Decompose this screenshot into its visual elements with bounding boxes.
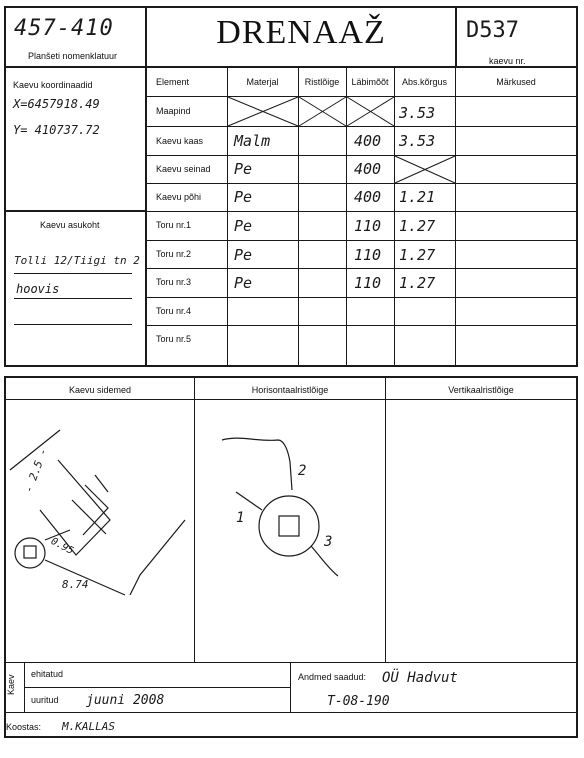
footer-vline-mid [290,662,291,713]
row-label: Toru nr.1 [156,220,192,230]
footer-side-label: Kaev [6,674,16,695]
footer-surveyed-value: juuni 2008 [86,693,165,708]
cell-material: Pe [234,274,253,292]
cell-material: Pe [234,246,253,264]
footer-source-value: OÜ Hadvut [382,670,458,686]
location-line1: Tolli 12/Tiigi tn 2 [14,254,140,267]
footer-built-label: ehitatud [31,669,64,679]
cell-material: Pe [234,188,253,206]
col-header-material: Materjal [246,77,279,87]
footer-hline-right [290,712,578,713]
row-label: Toru nr.3 [156,277,192,287]
cell-diameter: 400 [354,160,382,178]
cell-diameter: 110 [354,274,382,292]
coord-y: Y= 410737.72 [13,123,100,137]
location-line2: hoovis [16,282,60,296]
col-header-abs: Abs.kõrgus [401,77,448,87]
row-label: Toru nr.5 [156,334,192,344]
footer-source-ref: T-08-190 [327,694,390,709]
cell-abs: 3.53 [399,104,436,122]
sketch-pipe2-label: 2 [298,463,307,479]
well-number-value: D537 [466,18,519,43]
coord-x: X=6457918.49 [13,97,100,111]
row-label: Toru nr.2 [156,249,192,259]
cell-material: Malm [234,132,271,150]
footer-author-value: M.KALLAS [62,720,115,733]
page-title: DRENAAŽ [216,14,386,51]
cell-abs: 3.53 [399,132,436,150]
connections-sketch [0,380,584,660]
sketch-frame-top [4,376,578,378]
col-header-notes: Märkused [496,77,536,87]
sketch-bottom-line [4,662,578,663]
row-label: Kaevu kaas [156,136,204,146]
footer-surveyed-label: uuritud [31,695,59,705]
cell-diameter: 110 [354,217,382,235]
cell-material: Pe [234,160,253,178]
sketch-col3-label: Vertikaalristlõige [448,385,514,395]
row-label: Maapind [156,106,191,116]
cell-diameter: 110 [354,246,382,264]
cell-abs: 1.27 [399,274,436,292]
cell-abs: 1.21 [399,188,436,206]
sketch-col1-label: Kaevu sidemed [68,385,132,395]
nomenclature-label: Planšeti nomenklatuur [28,51,118,61]
sketch-dist1: - 2.5 - [22,446,51,495]
cell-diameter: 400 [354,188,382,206]
sketch-col2-label: Horisontaalristlõige [251,385,329,395]
row-label: Toru nr.4 [156,306,192,316]
footer-author-label: Koostas: [6,722,42,732]
sketch-dist3: 8.74 [62,578,89,591]
cell-diameter: 400 [354,132,382,150]
footer-bottom-line [4,736,578,738]
row-label: Kaevu seinad [156,164,211,174]
sketch-pipe1-label: 1 [236,510,245,526]
footer-vline-side [24,662,25,713]
nomenclature-value: 457-410 [14,16,114,41]
footer-hline-1 [24,687,290,688]
footer-source-label: Andmed saadud: [298,672,367,682]
cell-abs: 1.27 [399,246,436,264]
cell-abs: 1.27 [399,217,436,235]
footer-hline-2 [4,712,290,713]
location-label: Kaevu asukoht [40,220,100,230]
coords-label: Kaevu koordinaadid [13,80,93,90]
col-header-element: Element [156,77,190,87]
col-header-diameter: Läbimõõt [351,77,389,87]
sketch-pipe3-label: 3 [324,534,333,550]
col-header-cross: Ristlõige [304,77,340,87]
cell-material: Pe [234,217,253,235]
sketch-dist2: 0.95 [48,535,76,558]
row-label: Kaevu põhi [156,192,202,202]
well-number-label: kaevu nr. [489,56,526,66]
